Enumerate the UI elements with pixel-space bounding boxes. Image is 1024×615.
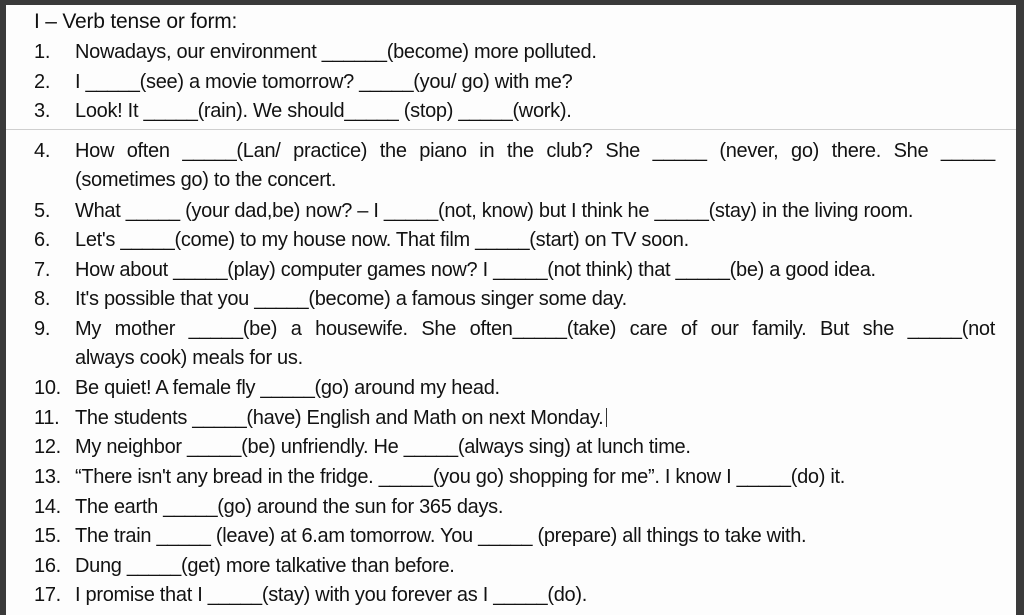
question-text: Look! It _____(rain). We should_____ (stop) _____(work). <box>75 100 572 122</box>
question-text: Nowadays, our environment ______(become) more polluted. <box>75 41 597 63</box>
question-text: “There isn't any bread in the fridge. _____(you go) shopping for me”. I know I _____(do) it. <box>75 466 845 488</box>
question-text-continued: always cook) meals for us. <box>75 347 303 369</box>
text-cursor <box>606 408 607 427</box>
question-number: 4. <box>34 140 51 162</box>
question-number: 9. <box>34 318 51 340</box>
question-number: 2. <box>34 71 51 93</box>
question-text-continued: (sometimes go) to the concert. <box>75 169 337 191</box>
question-number: 7. <box>34 259 51 281</box>
question-text: Let's _____(come) to my house now. That film _____(start) on TV soon. <box>75 229 689 251</box>
question-text: I promise that I _____(stay) with you forever as I _____(do). <box>75 584 587 606</box>
question-number: 10. <box>34 377 61 399</box>
question-number: 11. <box>34 407 60 429</box>
question-text: What _____ (your dad,be) now? – I _____(not, know) but I think he _____(stay) in the living room. <box>75 200 914 222</box>
question-number: 1. <box>34 41 51 63</box>
question-number: 17. <box>34 584 61 606</box>
question-number: 12. <box>34 436 61 458</box>
question-number: 15. <box>34 525 61 547</box>
section-heading: I – Verb tense or form: <box>34 10 238 33</box>
question-number: 6. <box>34 229 51 251</box>
page-divider <box>6 129 1016 130</box>
question-text <box>75 404 607 433</box>
question-text: How often _____(Lan/ practice) the piano in the club? She _____ (never, go) there. She _____ <box>75 140 995 162</box>
question-number: 13. <box>34 466 61 488</box>
question-number: 16. <box>34 555 61 577</box>
question-text: I _____(see) a movie tomorrow? _____(you/ go) with me? <box>75 71 573 93</box>
question-text: How about _____(play) computer games now? I _____(not think) that _____(be) a good idea. <box>75 259 876 281</box>
question-text: The train _____ (leave) at 6.am tomorrow. You _____ (prepare) all things to take with. <box>75 525 807 547</box>
worksheet-sheet <box>6 5 1016 615</box>
question-text: My neighbor _____(be) unfriendly. He _____(always sing) at lunch time. <box>75 436 691 458</box>
question-text: The earth _____(go) around the sun for 365 days. <box>75 496 504 518</box>
question-text-content: The students _____(have) English and Math on next Monday. <box>75 407 604 429</box>
question-number: 8. <box>34 288 51 310</box>
question-number: 3. <box>34 100 51 122</box>
question-text: It's possible that you _____(become) a famous singer some day. <box>75 288 627 310</box>
question-text: My mother _____(be) a housewife. She often_____(take) care of our family. But she _____(not <box>75 318 995 340</box>
question-text: Be quiet! A female fly _____(go) around my head. <box>75 377 500 399</box>
question-number: 14. <box>34 496 61 518</box>
worksheet-page <box>6 5 1016 615</box>
question-text: Dung _____(get) more talkative than before. <box>75 555 455 577</box>
question-number: 5. <box>34 200 51 222</box>
